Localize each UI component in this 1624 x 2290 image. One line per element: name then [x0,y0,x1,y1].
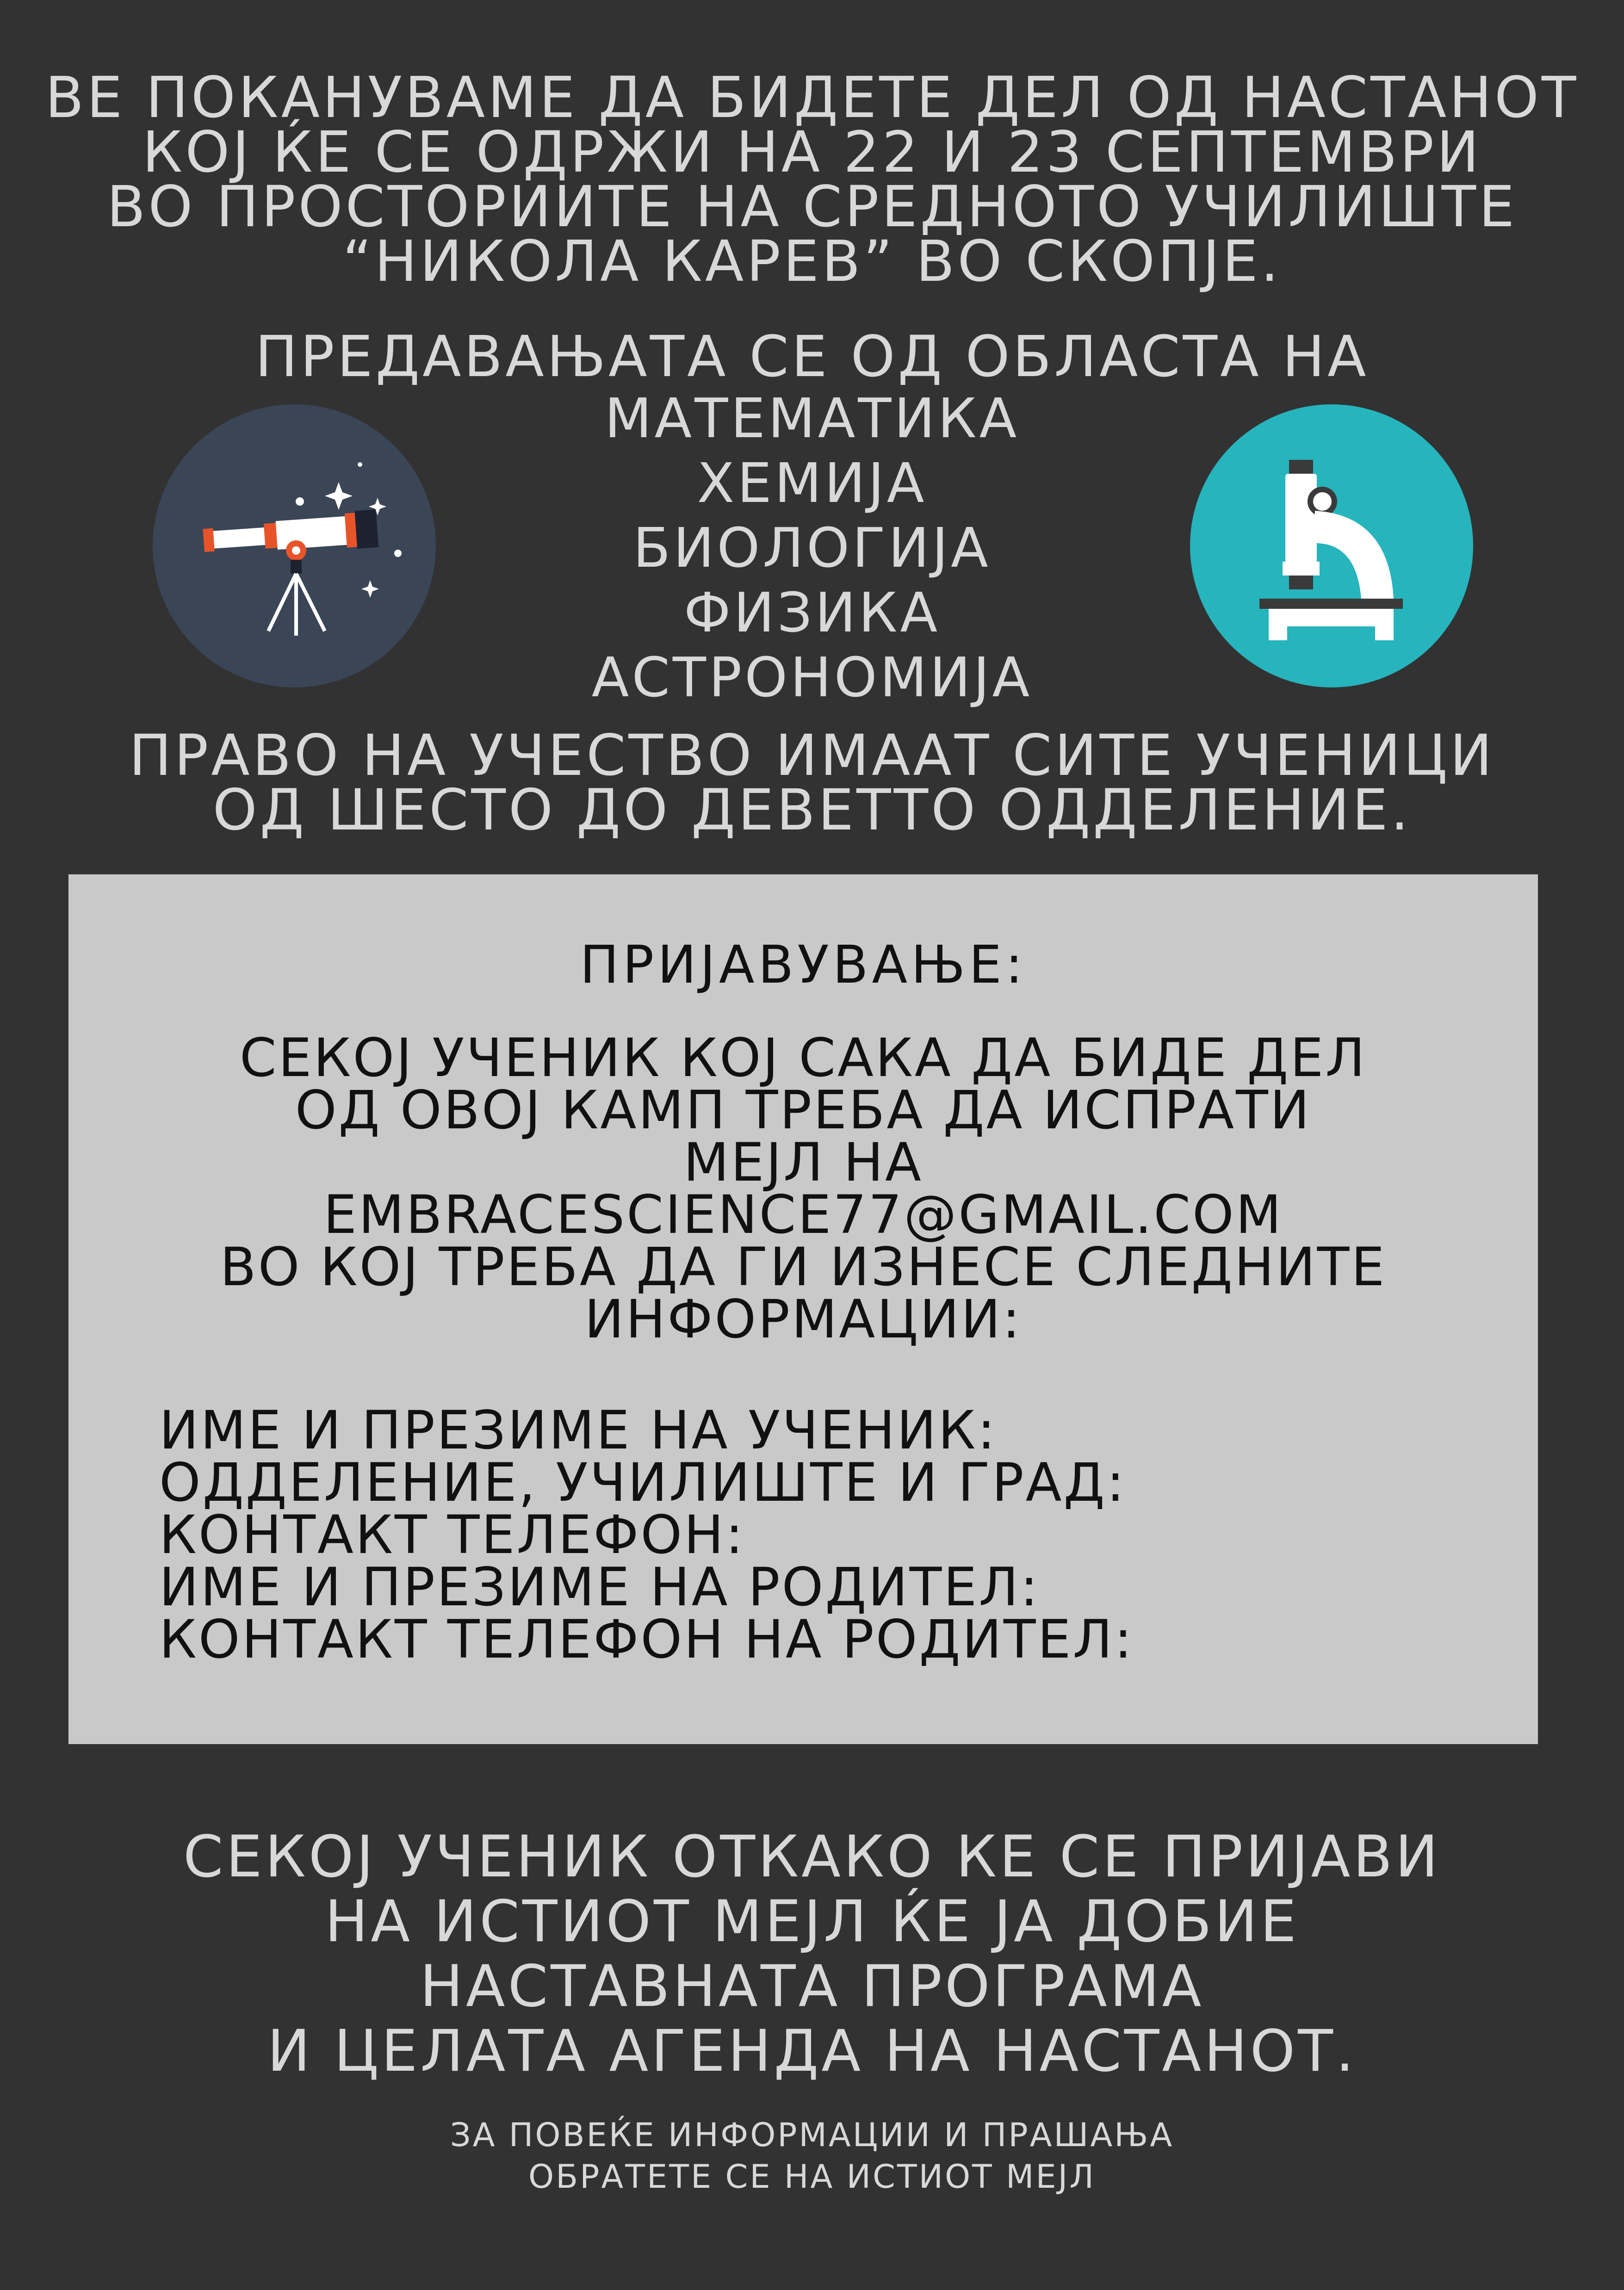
required-field: КОНТАКТ ТЕЛЕФОН: [159,1504,745,1566]
intro-text [0,65,1624,294]
instruction-line: ВО КОЈ ТРЕБА ДА ГИ ИЗНЕСЕ СЛЕДНИТЕ [220,1236,1387,1298]
subject-item: МАТЕМАТИКА [604,386,1020,450]
required-field: КОНТАКТ ТЕЛЕФОН НА РОДИТЕЛ: [159,1609,1134,1670]
closing-line: И ЦЕЛАТА АГЕНДА НА НАСТАНОТ. [267,2018,1357,2085]
registration-instructions [68,1027,1538,1350]
required-fields-list [159,1399,1134,1670]
microscope-icon [1190,404,1473,687]
instruction-line: СЕКОЈ УЧЕНИК КОЈ САКА ДА БИДЕ ДЕЛ [239,1027,1367,1089]
intro-line: КОЈ ЌЕ СЕ ОДРЖИ НА 22 И 23 СЕПТЕМВРИ [142,119,1482,185]
eligibility-line: ПРАВО НА УЧЕСТВО ИМААТ СИТЕ УЧЕНИЦИ [129,723,1495,788]
closing-text [0,1824,1624,2087]
instruction-line: ИНФОРМАЦИИ: [584,1288,1022,1350]
telescope-icon [153,404,436,687]
email-address: EMBRACESCIENCE77@GMAIL.COM [323,1184,1283,1245]
intro-line: ВЕ ПОКАНУВАМЕ ДА БИДЕТЕ ДЕЛ ОД НАСТАНОТ [45,65,1579,130]
subject-item: ХЕМИЈА [697,451,927,515]
subject-item: АСТРОНОМИЈА [591,645,1033,709]
footer-line: ЗА ПОВЕЌЕ ИНФОРМАЦИИ И ПРАШАЊА [450,2116,1174,2154]
instruction-line: ОД ОВОЈ КАМП ТРЕБА ДА ИСПРАТИ [295,1079,1312,1141]
eligibility-text [0,723,1624,843]
subjects-heading-text: ПРЕДАВАЊАТА СЕ ОД ОБЛАСТА НА [255,324,1369,390]
subject-item: ФИЗИКА [683,581,941,644]
footer-note [0,2116,1624,2202]
registration-title: ПРИЈАВУВАЊЕ: [580,935,1027,995]
intro-line: “НИКОЛА КАРЕВ” ВО СКОПЈЕ. [342,229,1282,294]
closing-line: НАСТАВНАТА ПРОГРАМА [420,1953,1204,2020]
subjects-heading [0,324,1624,390]
required-field: ОДДЕЛЕНИЕ, УЧИЛИШТЕ И ГРАД: [159,1452,1127,1513]
intro-line: ВО ПРОСТОРИИТЕ НА СРЕДНОТО УЧИЛИШТЕ [106,174,1518,240]
eligibility-line: ОД ШЕСТО ДО ДЕВЕТТО ОДДЕЛЕНИЕ. [212,777,1412,843]
closing-line: НА ИСТИОТ МЕЈЛ ЌЕ ЈА ДОБИЕ [325,1888,1299,1955]
required-field: ИМЕ И ПРЕЗИМЕ НА РОДИТЕЛ: [159,1556,1040,1618]
subject-item: БИОЛОГИЈА [633,516,991,580]
closing-line: СЕКОЈ УЧЕНИК ОТКАКО КЕ СЕ ПРИЈАВИ [183,1824,1441,1890]
instruction-line: МЕЈЛ НА [683,1132,923,1193]
registration-panel [68,874,1538,1744]
footer-line: ОБРАТЕТЕ СЕ НА ИСТИОТ МЕЈЛ [528,2158,1096,2196]
required-field: ИМЕ И ПРЕЗИМЕ НА УЧЕНИК: [159,1399,997,1461]
